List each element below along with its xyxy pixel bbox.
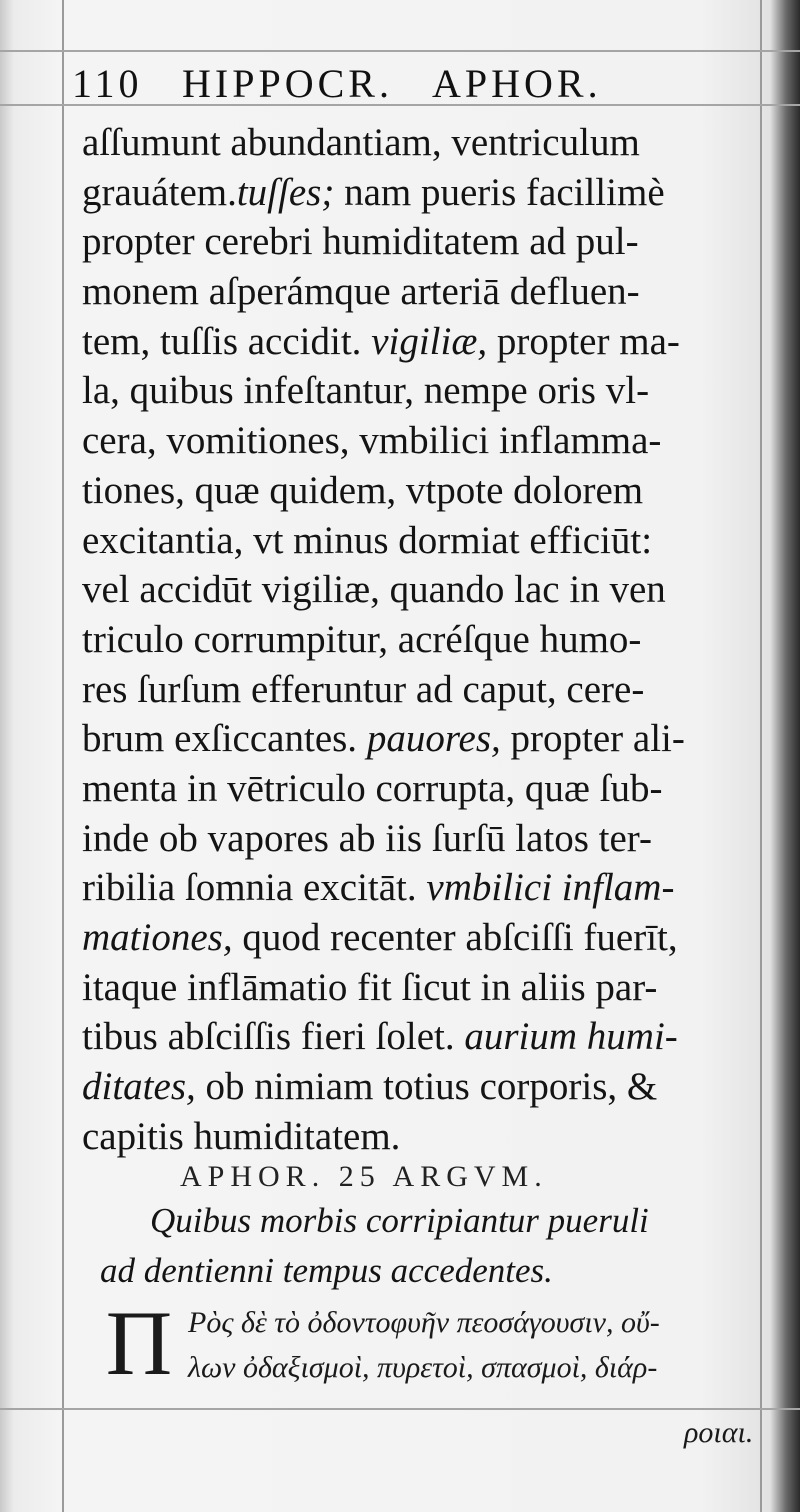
text-line	[82, 217, 772, 267]
text-segment: monem aſperámque arteriā defluen-	[82, 270, 640, 314]
text-line	[82, 615, 772, 665]
text-segment: menta in vētriculo corrupta, quæ ſub-	[82, 766, 663, 810]
text-segment: nam pueris facillimè	[334, 170, 665, 214]
text-segment: aſſumunt abundantiam, ventriculum	[82, 121, 640, 164]
text-segment: res ſurſum efferuntur ad caput, cere-	[82, 667, 645, 711]
text-line	[82, 1112, 772, 1162]
text-segment: grauátem.	[82, 170, 237, 214]
italic-lemma: pauores,	[366, 717, 501, 761]
italic-lemma: tuſſes;	[236, 170, 335, 214]
text-line	[82, 963, 772, 1013]
greek-text	[188, 1300, 660, 1390]
text-line	[82, 764, 772, 814]
text-segment: ribilia ſomnia excitāt.	[82, 866, 427, 910]
text-line	[82, 267, 772, 317]
text-segment: la, quibus infeſtantur, nempe oris vl-	[82, 369, 650, 413]
text-segment: propter ali-	[500, 717, 685, 761]
greek-line: λων ὀδαξισμοὶ, πυρετοὶ, σπασμοὶ, διάρ-	[188, 1351, 658, 1384]
argument-line: Quibus morbis corripiantur pueruli	[150, 1201, 649, 1240]
italic-lemma: ditates,	[82, 1065, 196, 1109]
text-segment: quod recenter abſciſſi fuerīt,	[232, 916, 678, 959]
text-segment: cera, vomitiones, vmbilici inflamma-	[82, 419, 662, 463]
italic-lemma: mationes,	[82, 916, 233, 959]
running-head-author: HIPPOCR.	[182, 60, 393, 106]
text-line	[82, 317, 772, 367]
text-segment: capitis humiditatem.	[82, 1114, 401, 1158]
drop-cap-initial: Π	[105, 1292, 173, 1394]
text-segment: tem, tuſſis accidit.	[82, 319, 372, 363]
text-line	[82, 665, 772, 715]
text-line	[82, 714, 772, 764]
left-border-rule	[62, 0, 64, 1512]
italic-lemma: aurium humi-	[464, 1015, 678, 1059]
text-segment: propter ma-	[487, 319, 680, 363]
greek-line: Ρὸς δὲ τὸ ὀδοντοφυῆν πεοσάγουσιν, οὔ-	[188, 1306, 660, 1339]
text-line	[82, 366, 772, 416]
text-line	[82, 118, 772, 168]
argument-line: ad dentienni tempus accedentes.	[100, 1251, 553, 1290]
text-line	[82, 1012, 772, 1062]
running-head-title: APHOR.	[432, 60, 602, 106]
text-line	[82, 1062, 772, 1112]
commentary-text	[82, 118, 772, 1161]
text-segment: triculo corrumpitur, acréſque humo-	[82, 617, 642, 661]
text-segment: ob nimiam totius corporis, &	[195, 1065, 658, 1109]
text-line	[82, 565, 772, 615]
catchword: ροιαι.	[684, 1416, 754, 1449]
text-segment: brum exſiccantes.	[82, 717, 367, 761]
top-border-rule	[0, 50, 800, 52]
text-segment: propter cerebri humiditatem ad pul-	[82, 220, 639, 264]
text-segment: inde ob vapores ab iis ſurſū latos ter-	[82, 816, 652, 860]
running-head	[72, 58, 732, 108]
text-line	[82, 814, 772, 864]
greek-aphorism	[96, 1292, 786, 1394]
text-segment: vel accidūt vigiliæ, quando lac in ven	[82, 568, 666, 612]
text-line	[82, 516, 772, 566]
aphorism-argument	[100, 1196, 780, 1296]
italic-lemma: vmbilici inflam-	[426, 866, 675, 910]
text-line	[82, 863, 772, 913]
text-line	[82, 913, 772, 963]
text-segment: itaque inflāmatio fit ſicut in aliis par-	[82, 965, 658, 1009]
text-line	[82, 416, 772, 466]
bottom-border-rule	[0, 1408, 800, 1410]
aphorism-heading: APHOR. 25 ARGVM.	[180, 1160, 548, 1193]
text-line	[82, 168, 772, 218]
text-segment: tibus abſciſſis fieri ſolet.	[82, 1015, 465, 1059]
page-number: 110	[72, 60, 143, 106]
text-segment: tiones, quæ quidem, vtpote dolorem	[82, 468, 644, 512]
text-line	[82, 466, 772, 516]
text-segment: excitantia, vt minus dormiat efficiūt:	[82, 518, 653, 562]
italic-lemma: vigiliæ,	[371, 319, 488, 363]
